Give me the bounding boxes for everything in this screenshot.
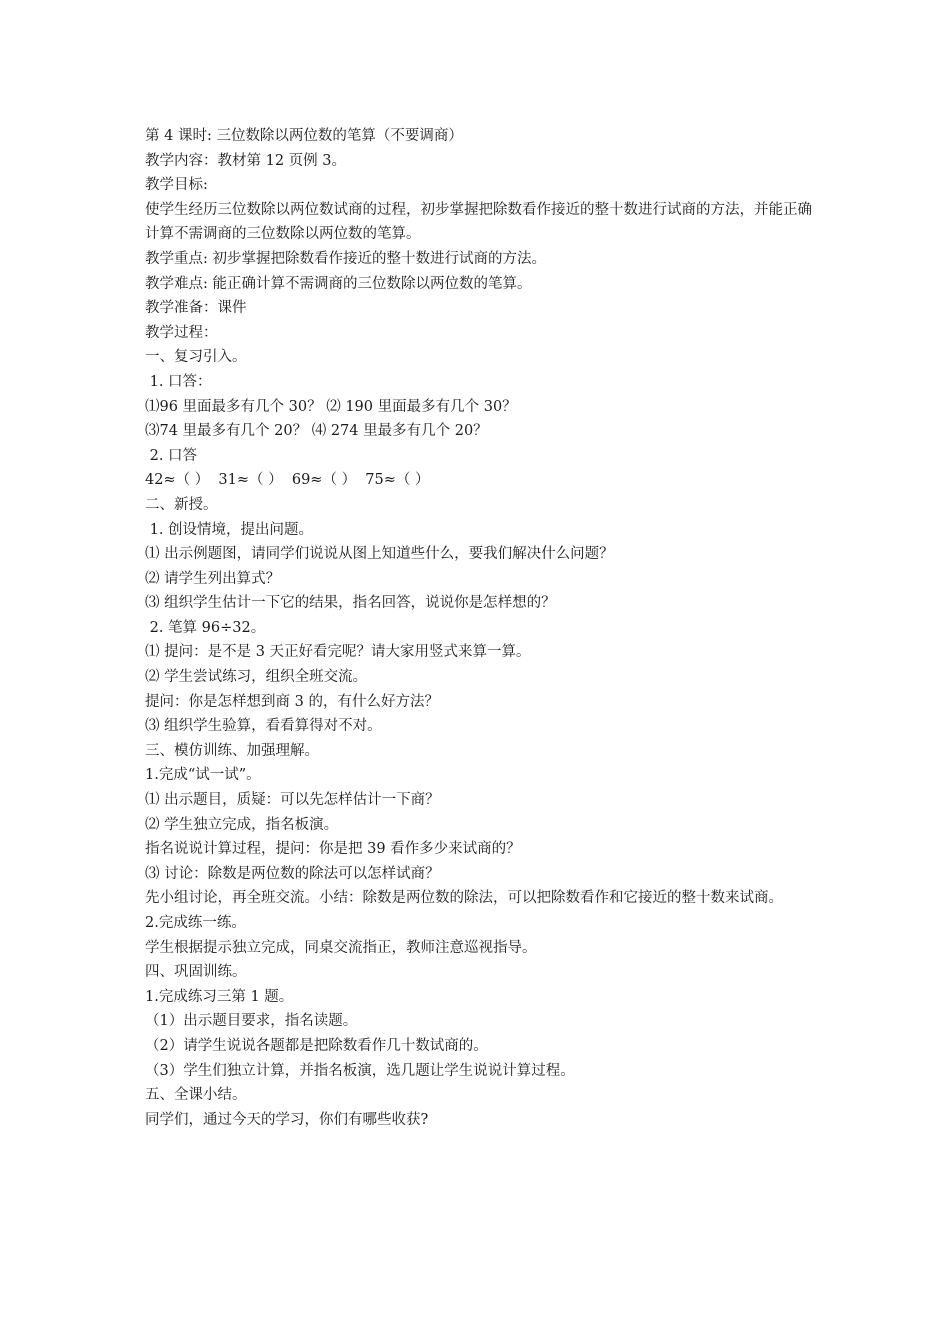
list-item: 指名说说计算过程，提问：你是把 39 看作多少来试商的？ [145,841,521,858]
list-item: ⑴96 里面最多有几个 30？ ⑵ 190 里面最多有几个 30？ [145,398,517,415]
list-item: 42≈（ ） 31≈（ ） 69≈（ ） 75≈（ ） [145,472,430,489]
teaching-content: 教学内容：教材第 12 页例 3。 [145,152,347,169]
list-item: （2）请学生说说各题都是把除数看作几十数试商的。 [145,1037,488,1054]
list-item: （1）出示题目要求，指名读题。 [145,1013,358,1030]
list-item: ⑵ 请学生列出算式？ [145,570,281,587]
list-item: ⑴ 出示例题图，请同学们说说从图上知道些什么，要我们解决什么问题？ [145,546,614,563]
list-item: 2.完成练一练。 [145,915,246,931]
section-heading: 教学目标: [145,177,208,194]
list-item: 1. 口答： [145,373,212,390]
teaching-goal-paragraph: 使学生经历三位数除以两位数试商的过程，初步掌握把除数看作接近的整十数进行试商的方法，并能正确计算不需调商的三位数除以两位数的笔算。 [145,201,812,243]
lesson-title: 第 4 课时: 三位数除以两位数的笔算（不要调商） [145,128,463,144]
list-item: 1.完成练习三第 1 题。 [145,988,294,1005]
section-heading: 三、模仿训练、加强理解。 [145,742,319,759]
list-item: ⑵ 学生独立完成，指名板演。 [145,816,339,833]
list-item: 1.完成“试一试”。 [145,767,261,784]
list-item: ⑴ 提问：是不是 3 天正好看完呢？请大家用竖式来算一算。 [145,644,531,661]
section-heading: 四、巩固训练。 [145,964,247,981]
section-heading: 五、全课小结。 [145,1087,247,1104]
teaching-key-point: 教学重点: 初步掌握把除数看作接近的整十数进行试商的方法。 [145,250,546,267]
list-item: ⑶ 组织学生验算，看看算得对不对。 [145,718,382,735]
list-item: ⑶74 里最多有几个 20？ ⑷ 274 里最多有几个 20？ [145,423,488,440]
list-item: ⑴ 出示题目，质疑：可以先怎样估计一下商？ [145,792,440,809]
list-item: 2. 口答 [145,447,198,464]
list-item: ⑶ 组织学生估计一下它的结果，指名回答，说说你是怎样想的？ [145,595,556,612]
section-heading: 一、复习引入。 [145,349,247,366]
list-item: ⑵ 学生尝试练习，组织全班交流。 [145,669,368,686]
lesson-plan-document [145,124,817,1132]
list-item: 学生根据提示独立完成，同桌交流指正，教师注意巡视指导。 [145,939,537,956]
summary-paragraph: 先小组讨论，再全班交流。小结：除数是两位数的除法，可以把除数看作和它接近的整十数来试商。 [145,890,783,907]
list-item: （3）学生们独立计算，并指名板演，选几题让学生说说计算过程。 [145,1062,575,1079]
list-item: 提问：你是怎样想到商 3 的，有什么好方法？ [145,693,439,710]
list-item: ⑶ 讨论：除数是两位数的除法可以怎样试商？ [145,865,440,882]
section-heading: 二、新授。 [145,496,218,513]
list-item: 1. 创设情境，提出问题。 [145,521,314,538]
teaching-difficulty: 教学难点: 能正确计算不需调商的三位数除以两位数的笔算。 [145,275,532,292]
closing-question: 同学们，通过今天的学习，你们有哪些收获? [145,1111,429,1128]
list-item: 2. 笔算 96÷32。 [145,619,266,636]
teaching-preparation: 教学准备：课件 [145,300,247,317]
section-heading: 教学过程： [145,324,218,341]
